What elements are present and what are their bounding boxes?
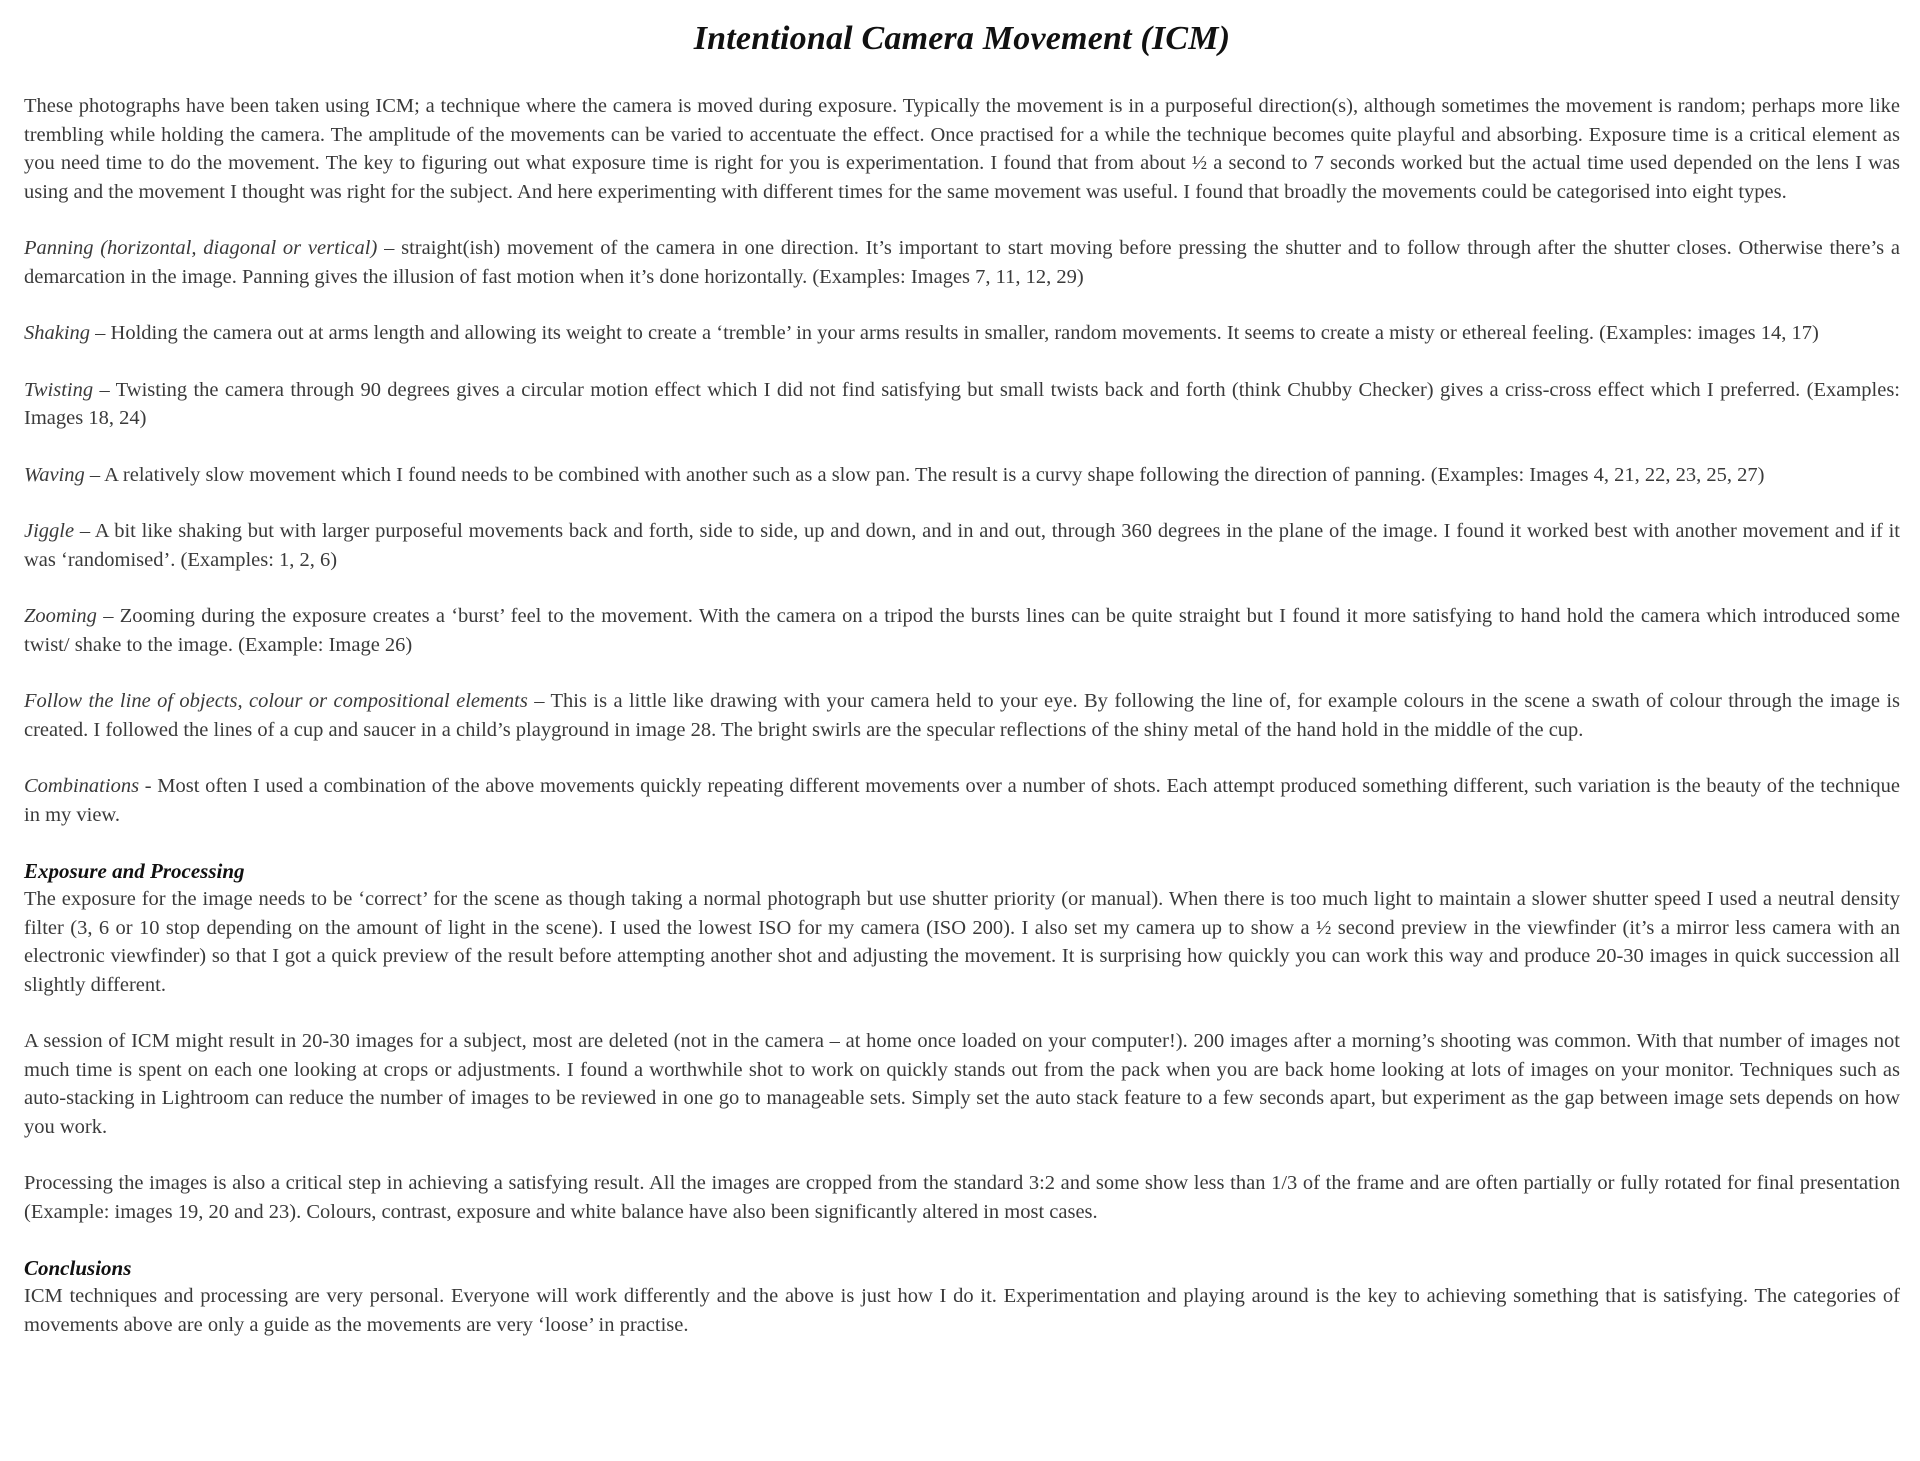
document-page (24, 0, 1900, 1367)
section-heading: Conclusions (24, 1256, 132, 1280)
exposure-paragraph: A session of ICM might result in 20-30 images for a subject, most are deleted (not in the camera – at home once loaded on your computer!). 200 images after a morning’s shooting was common. With that number of images not much time is spent on each one looking at crops or adjustments. I found a worthwhile shot to work on quickly stands out from the pack when you are back home looking at lots of images on your monitor. Techniques such as auto-stacking in Lightroom can reduce the number of images to be reviewed in one go to manageable sets. Simply set the auto stack feature to a few seconds apart, but experiment as the gap between image sets depends on how you work. (24, 1030, 1900, 1138)
movement-term: Shaking (24, 322, 91, 344)
intro-paragraph: These photographs have been taken using ICM; a technique where the camera is moved during exposure. Typically the movement is in a purposeful direction(s), although sometimes the movement is random; perhaps more like trembling while holding the camera. The amplitude of the movements can be varied to accentuate the effect. Once practised for a while the technique becomes quite playful and absorbing. Exposure time is a critical element as you need time to do the movement. The key to figuring out what exposure time is right for you is experimentation. I found that from about ½ a second to 7 seconds worked but the actual time used depended on the lens I was using and the movement I thought was right for the subject. And here experimenting with different times for the same movement was useful. I found that broadly the movements could be categorised into eight types. (24, 95, 1900, 203)
movement-combinations (24, 772, 1900, 829)
movement-description: – Twisting the camera through 90 degrees gives a circular motion effect which I did not find satisfying but small twists back and forth (think Chubby Checker) gives a criss-cross effect which I preferred. (Examples: Images 18, 24) (24, 378, 1900, 429)
movement-term: Panning (horizontal, diagonal or vertical) (24, 237, 378, 259)
movement-follow-line (24, 687, 1900, 744)
movement-term: Combinations (24, 775, 140, 797)
conclusions-section (24, 1254, 1900, 1339)
movement-waving (24, 461, 1900, 490)
movement-term: Follow the line of objects, colour or compositional elements (24, 690, 528, 712)
movement-description: - Most often I used a combination of the above movements quickly repeating different movements over a number of shots. Each attempt produced something different, such variation is the beauty of the technique in my view. (24, 775, 1900, 826)
movement-description: – A relatively slow movement which I found needs to be combined with another such as a slow pan. The result is a curvy shape following the direction of panning. (Examples: Images 4, 21, 22, 23, 25, 27) (84, 463, 1765, 486)
movement-description: – straight(ish) movement of the camera in one direction. It’s important to start moving before pressing the shutter and to follow through after the shutter closes. Otherwise there’s a demarcation in the image. Panning gives the illusion of fast motion when it’s done horizontally. (Examples: Images 7, 11, 12, 29) (24, 237, 1900, 288)
movement-term: Zooming (24, 605, 97, 627)
movement-zooming (24, 602, 1900, 659)
conclusions-paragraph: ICM techniques and processing are very personal. Everyone will work differently and the above is just how I do it. Experimentation and playing around is the key to achieving something that is satisfying. The categories of movements above are only a guide as the movements are very ‘loose’ in practise. (24, 1285, 1900, 1336)
movement-jiggle (24, 517, 1900, 574)
movement-term: Jiggle (24, 520, 75, 542)
movement-term: Waving (24, 463, 85, 486)
movement-term: Twisting (24, 378, 94, 401)
exposure-paragraph: The exposure for the image needs to be ‘correct’ for the scene as though taking a normal photograph but use shutter priority (or manual). When there is too much light to maintain a slower shutter speed I used a neutral density filter (3, 6 or 10 stop depending on the amount of light in the scene). I used the lowest ISO for my camera (ISO 200). I also set my camera up to show a ½ second preview in the viewfinder (it’s a mirror less camera with an electronic viewfinder) so that I got a quick preview of the result before attempting another shot and adjusting the movement. It is surprising how quickly you can work this way and produce 20-30 images in quick succession all slightly different. (24, 888, 1900, 996)
page-title: Intentional Camera Movement (ICM) (693, 20, 1231, 57)
movement-description: – A bit like shaking but with larger purposeful movements back and forth, side to side, up and down, and in and out, through 360 degrees in the plane of the image. I found it worked best with another movement and if it was ‘randomised’. (Examples: 1, 2, 6) (24, 520, 1900, 571)
movement-shaking (24, 319, 1900, 348)
exposure-paragraph: Processing the images is also a critical step in achieving a satisfying result. All the images are cropped from the standard 3:2 and some show less than 1/3 of the frame and are often partially or fully rotated for final presentation (Example: images 19, 20 and 23). Colours, contrast, exposure and white balance have also been significantly altered in most cases. (24, 1172, 1900, 1223)
movement-description: – Holding the camera out at arms length and allowing its weight to create a ‘tremble’ in your arms results in smaller, random movements. It seems to create a misty or ethereal feeling. (Examples: images 14, 17) (90, 322, 1819, 344)
movement-twisting (24, 376, 1900, 433)
section-heading: Exposure and Processing (24, 859, 245, 883)
movement-description: – Zooming during the exposure creates a ‘burst’ feel to the movement. With the camera on a tripod the bursts lines can be quite straight but I found it more satisfying to hand hold the camera which introduced some twist/ shake to the image. (Example: Image 26) (24, 605, 1900, 656)
movement-description: – This is a little like drawing with your camera held to your eye. By following the line of, for example colours in the scene a swath of colour through the image is created. I followed the lines of a cup and saucer in a child’s playground in image 28. The bright swirls are the specular reflections of the shiny metal of the hand hold in the middle of the cup. (24, 690, 1900, 741)
movement-panning (24, 234, 1900, 291)
exposure-section (24, 857, 1900, 1226)
